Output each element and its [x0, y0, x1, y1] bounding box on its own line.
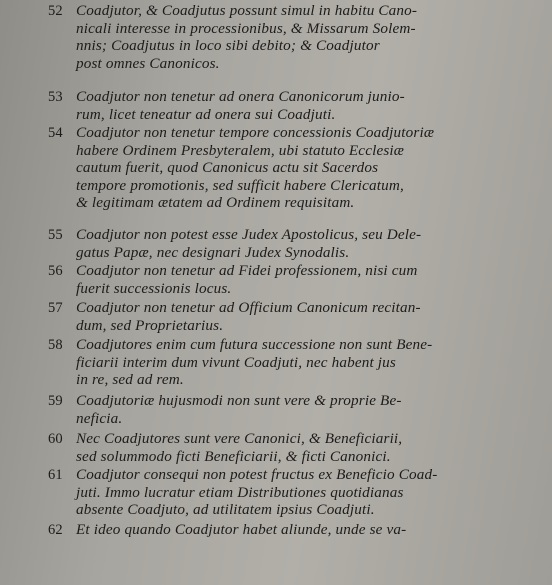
paragraph-line [6, 124, 550, 142]
line-text: Et ideo quando Coadjutor habet aliunde, unde se va- [76, 521, 407, 538]
paragraph-number: 61 [48, 467, 63, 483]
paragraph-line: in re, sed ad rem. [76, 371, 184, 389]
paragraph-number: 57 [48, 300, 63, 316]
paragraph-number: 62 [48, 522, 63, 538]
paragraph-line: juti. Immo lucratur etiam Distributiones quotidianas [76, 484, 404, 502]
paragraph-line [6, 299, 550, 317]
paragraph-line: post omnes Canonicos. [76, 54, 220, 72]
paragraph-line [6, 262, 550, 280]
paragraph-line: nicali interesse in processionibus, & Missarum Solem- [76, 20, 416, 38]
paragraph-line: cautum fuerit, quod Canonicus actu sit Sacerdos [76, 159, 379, 177]
paragraph-number: 53 [48, 89, 63, 105]
line-text: Nec Coadjutores sunt vere Canonici, & Beneficiarii, [76, 430, 403, 447]
paragraph-line [6, 521, 550, 539]
paragraph-line: fuerit successionis locus. [76, 280, 232, 298]
paragraph-line: sed solummodo ficti Beneficiarii, & ficti Canonici. [76, 448, 391, 466]
paragraph-57 [6, 299, 550, 334]
paragraph-line [6, 336, 550, 354]
paragraph-line: habere Ordinem Presbyteralem, ubi statuto Ecclesiæ [76, 142, 405, 160]
paragraph-number: 59 [48, 393, 63, 409]
paragraph-56 [6, 262, 550, 297]
line-text: Coadjutoriæ hujusmodi non sunt vere & proprie Be- [76, 392, 402, 409]
paragraph-number: 60 [48, 431, 63, 447]
paragraph-59 [6, 392, 550, 427]
paragraph-53 [6, 88, 550, 123]
paragraph-62 [6, 521, 550, 539]
line-text: Coadjutor consequi non potest fructus ex Beneficio Coad- [76, 466, 438, 483]
paragraph-60 [6, 430, 550, 465]
paragraph-line: tempore promotionis, sed sufficit habere Clericatum, [76, 176, 404, 194]
paragraph-55 [6, 226, 550, 261]
paragraph-58 [6, 336, 550, 389]
paragraph-line [6, 392, 550, 410]
paragraph-number: 55 [48, 227, 63, 243]
paragraph-line: nnis; Coadjutus in loco sibi debito; & Coadjutor [76, 37, 380, 55]
paragraph-line [6, 226, 550, 244]
paragraph-line: dum, sed Proprietarius. [76, 317, 224, 335]
paragraph-number: 56 [48, 263, 63, 279]
paragraph-line: ficiarii interim dum vivunt Coadjuti, nec habent jus [76, 354, 396, 372]
line-text: Coadjutor, & Coadjutus possunt simul in habitu Cano- [76, 2, 418, 19]
line-text: Coadjutor non potest esse Judex Apostolicus, seu Dele- [76, 226, 422, 243]
paragraph-line [6, 466, 550, 484]
line-text: Coadjutores enim cum futura successione non sunt Bene- [76, 336, 433, 353]
paragraph-line: gatus Papæ, nec designari Judex Synodalis. [76, 244, 350, 262]
paragraph-number: 52 [48, 3, 63, 19]
paragraph-61 [6, 466, 550, 519]
line-text: Coadjutor non tenetur tempore concessionis Coadjutoriæ [76, 124, 435, 141]
paragraph-line [6, 88, 550, 106]
paragraph-line: & legitimam ætatem ad Ordinem requisitam. [76, 193, 355, 211]
line-text: Coadjutor non tenetur ad Officium Canonicum recitan- [76, 299, 421, 316]
paragraph-line: absente Coadjuto, ad utilitatem ipsius Coadjuti. [76, 501, 375, 519]
line-text: Coadjutor non tenetur ad onera Canonicorum junio- [76, 88, 405, 105]
paragraph-line [6, 2, 550, 20]
paragraph-54 [6, 124, 550, 211]
paragraph-52 [6, 2, 550, 72]
paragraph-line: neficia. [76, 410, 123, 428]
paragraph-number: 54 [48, 125, 63, 141]
paragraph-line [6, 430, 550, 448]
paragraph-number: 58 [48, 337, 63, 353]
paragraph-line: rum, licet teneatur ad onera sui Coadjuti. [76, 106, 336, 124]
line-text: Coadjutor non tenetur ad Fidei professionem, nisi cum [76, 262, 418, 279]
